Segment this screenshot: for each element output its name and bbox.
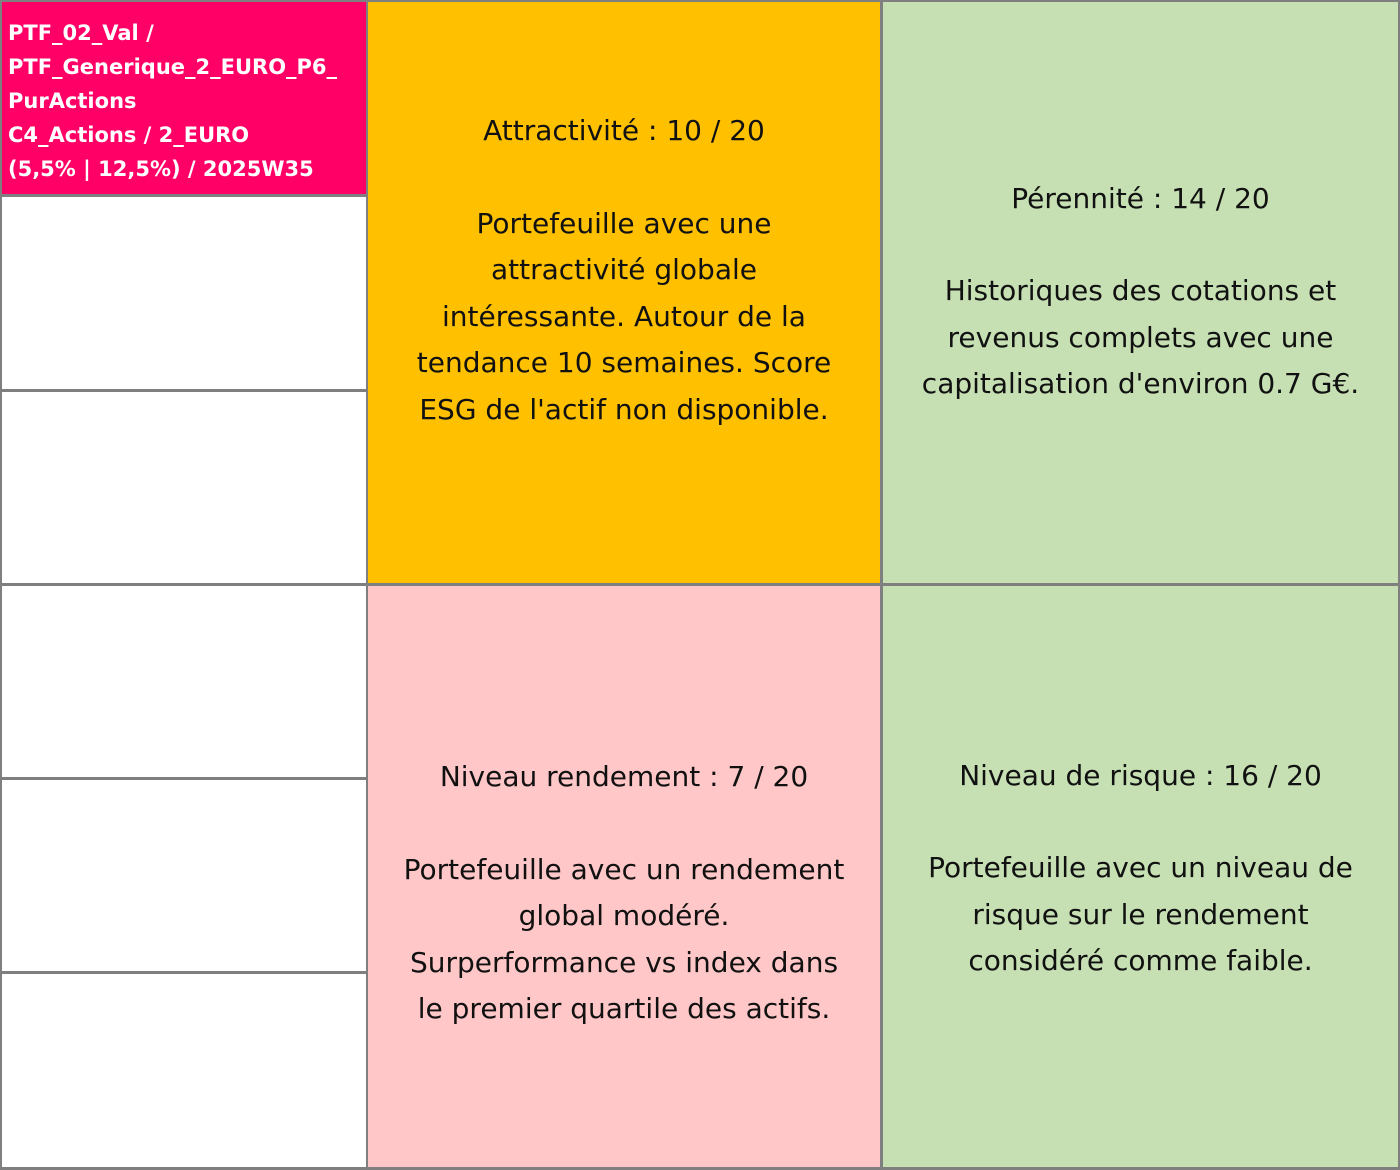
description-line: Portefeuille avec un rendement: [403, 852, 845, 886]
empty-cell[interactable]: [2, 974, 366, 1167]
description-line: le premier quartile des actifs.: [417, 992, 831, 1026]
portfolio-title-line: PurActions: [8, 89, 137, 113]
description-line: Portefeuille avec une: [476, 206, 772, 240]
attractivite-score-title: Attractivité : 10 / 20: [483, 114, 765, 147]
empty-cell[interactable]: [2, 780, 366, 971]
empty-cell[interactable]: [2, 586, 366, 777]
risque-description: [883, 845, 1398, 985]
perennite-score-cell[interactable]: [883, 2, 1398, 583]
portfolio-title-line: PTF_Generique_2_EURO_P6_: [8, 55, 338, 79]
description-line: Surperformance vs index dans: [409, 945, 839, 979]
rendement-score-cell[interactable]: [368, 586, 880, 1167]
attractivite-description: [368, 201, 880, 434]
description-line: intéressante. Autour de la: [442, 299, 806, 333]
description-line: risque sur le rendement: [972, 897, 1309, 931]
perennite-description: [883, 268, 1398, 408]
description-line: tendance 10 semaines. Score: [416, 346, 832, 379]
portfolio-title-line: (5,5% | 12,5%) / 2025W35: [8, 157, 314, 181]
portfolio-title-cell[interactable]: [2, 2, 366, 194]
portfolio-title-line: C4_Actions / 2_EURO: [8, 123, 250, 147]
rendement-content: [368, 754, 880, 1033]
description-line: considéré comme faible.: [968, 944, 1313, 977]
empty-cell[interactable]: [2, 392, 366, 583]
description-line: global modéré.: [518, 899, 730, 933]
perennite-score-title: Pérennité : 14 / 20: [1011, 181, 1270, 215]
attractivite-score-cell[interactable]: [368, 2, 880, 583]
risque-content: [883, 753, 1398, 985]
description-line: Portefeuille avec un niveau de: [928, 851, 1353, 884]
rendement-score-title: Niveau rendement : 7 / 20: [439, 760, 809, 794]
description-line: capitalisation d'environ 0.7 G€.: [921, 367, 1360, 400]
risque-score-cell[interactable]: [883, 586, 1398, 1167]
description-line: revenus complets avec une: [947, 320, 1334, 354]
empty-cell[interactable]: [2, 197, 366, 389]
rendement-description: [368, 847, 880, 1033]
portfolio-title-line: PTF_02_Val /: [8, 21, 154, 45]
description-line: ESG de l'actif non disponible.: [419, 392, 829, 426]
attractivite-content: [368, 108, 880, 433]
risque-score-title: Niveau de risque : 16 / 20: [959, 758, 1322, 792]
description-line: attractivité globale: [490, 253, 757, 286]
perennite-content: [883, 176, 1398, 408]
description-line: Historiques des cotations et: [944, 274, 1337, 307]
